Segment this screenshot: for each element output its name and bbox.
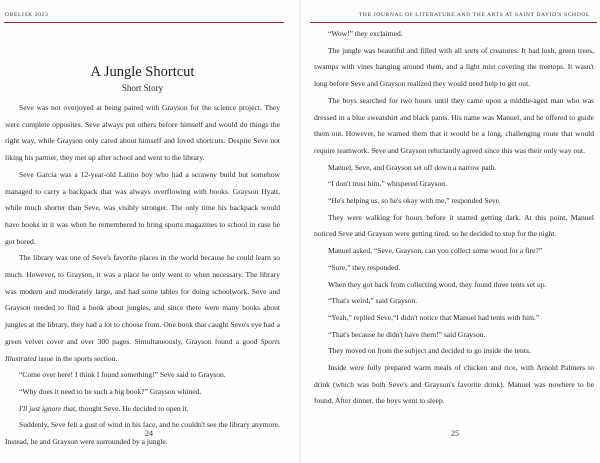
magazine-title: Sports Illustrated [5,336,280,363]
right-text-block [314,26,594,410]
paragraph: Seve was not overjoyed at being paired with Grayson for the science project. They were complete opposites. Seve always put others before himself and would do things the right way, while Grayson only cared about himself and loved shortcuts. Despite Seve not liking his partner, they met up after school and went to the library. [5,103,280,163]
paragraph: The jungle was beautiful and filled with all sorts of creatures. It had lush, green trees, swamps with vines hanging around them, and a light mist covering the treetops. It wasn't long before Seve and Grayson realized they would need help to get out. [314,45,594,89]
paragraph: When they got back from collecting wood, they found three tents set up. [328,279,547,289]
paragraph: “Sure,” they responded. [328,262,401,272]
story-subtitle: Short Story [121,83,164,93]
paragraph: Seve Garcia was a 12-year-old Latino boy who had a scrawny build but somehow managed to carry a backpack that was always overflowing with books. Grayson Hyatt, while much shorter than Seve, was visibly stronger. The only time his backpack would have books in it was when he remembered to bring sports magazines to school in case he got bored. [5,169,280,246]
paragraph: Manuel, Seve, and Grayson set off down a narrow path. [328,162,497,172]
running-head-left: OBELISK 2023 [5,12,49,18]
running-head-right: THE JOURNAL OF LITERATURE AND THE ARTS AT SAINT DAVID'S SCHOOL [358,12,590,18]
paragraph: The boys searched for two hours until they came upon a middle-aged man who was dressed in a blue sweatshirt and black pants. His name was Manuel, and he offered to guide them out. However, he warned them that it would be a long, challenging route that would require teamwork. Seve and Grayson reluctantly agreed since this was their only way out. [314,95,594,155]
paragraph: “That's weird,” said Grayson. [328,296,418,306]
left-text-block [5,26,280,451]
paragraph [5,401,280,418]
page-number-right: 25 [451,429,459,438]
paragraph-text: thought Seve. He decided to open it. [78,403,189,413]
page-number-left: 24 [145,429,153,438]
paragraph: Inside were fully prepared warm meals of chicken and rice, with Arnold Palmers to drink (which was both Seve's and Grayson's favorite drink). Manuel was nowhere to be found. After dinner, the boys went to sleep. [314,363,594,406]
paragraph-text: issue in the sports section. [38,353,118,363]
paragraph [5,250,280,367]
paragraph: Manuel asked, “Seve, Grayson, can you collect some wood for a fire?” [328,246,543,256]
paragraph: “He's helping us, so he's okay with me,” responded Seve. [328,196,501,206]
story-title: A Jungle Shortcut [90,64,195,80]
inner-thought: I'll just ignore that, [19,403,77,413]
paragraph-text: The library was one of Seve's favorite places in the world because he could learn so much. However, to Grayson, it was a place he only went to when necessary. The library was modern and moderately large, and had some tables for doing schoolwork. Seve and Grayson needed to find a book about jungles, and since there were many books about jungles at the library, they had a lot to choose from. One book that caught Seve's eye had a green velvet cover and over 300 pages. Simultaneously, Grayson found a good [5,253,280,346]
paragraph: “Come over here! I think I found something!” Seve said to Grayson. [19,370,226,380]
right-page [300,0,600,463]
paragraph: Suddenly, Seve felt a gust of wind in his face, and he couldn't see the library anymore. Instead, he and Grayson were surrounded by a jungle. [5,420,280,447]
paragraph: “Why does it need to be such a big book?” Grayson whined. [19,386,202,396]
paragraph: “Wow!” they exclaimed. [328,29,403,38]
paragraph: “I don't trust him,” whispered Grayson. [328,179,447,189]
paragraph: “That's because he didn't have them!” said Grayson. [328,329,486,339]
header-rule-left [4,22,284,23]
paragraph: They moved on from the subject and decided to go inside the tents. [328,346,531,356]
paragraph: They were walking for hours before it started getting dark. At this point, Manuel noticed Seve and Grayson were getting tired, so he decided to stop for the night. [314,212,594,239]
header-rule-right [310,22,597,23]
paragraph: “Yeah,” replied Seve,“I didn't notice that Manuel had tents with him.” [328,312,540,322]
